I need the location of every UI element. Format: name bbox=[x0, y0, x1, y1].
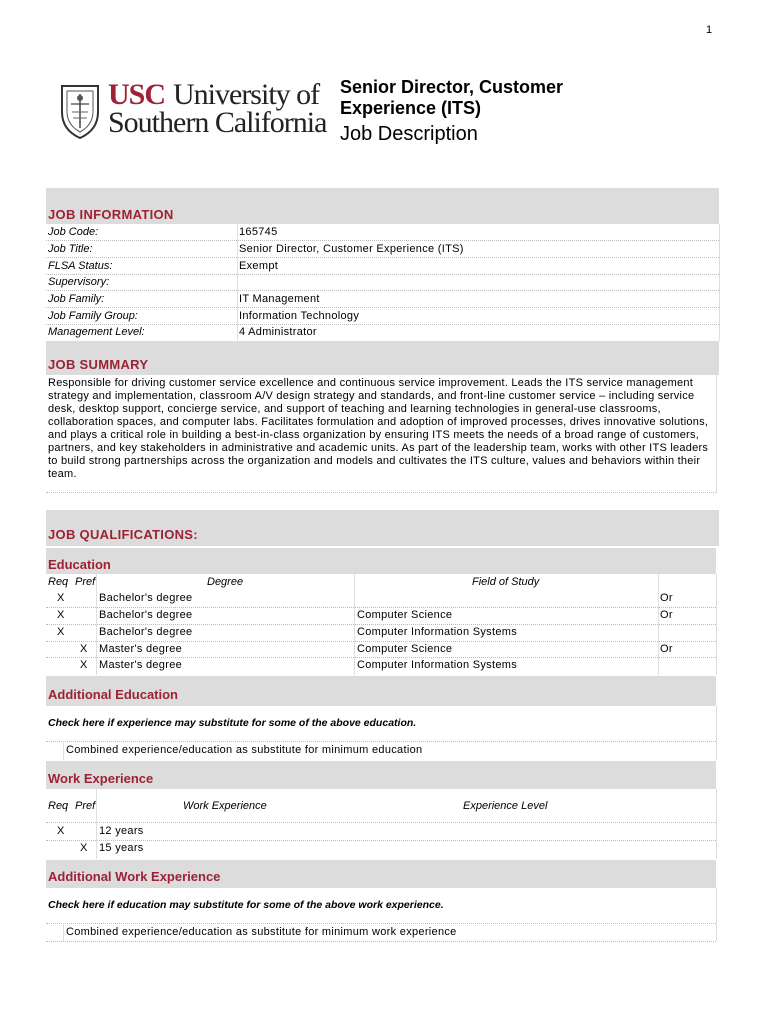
req-mark: X bbox=[57, 609, 65, 621]
field-label: Job Family: bbox=[48, 293, 105, 305]
usc-seal-icon bbox=[58, 82, 102, 140]
experience: 15 years bbox=[99, 842, 144, 854]
qualifications-heading: JOB QUALIFICATIONS: bbox=[48, 527, 198, 542]
logo-line1: University of bbox=[173, 78, 320, 111]
pref-mark: X bbox=[80, 643, 88, 655]
field-of-study: Computer Information Systems bbox=[357, 659, 518, 671]
col-req-header: Req bbox=[48, 576, 69, 588]
or-label: Or bbox=[660, 643, 673, 655]
field-label: Job Code: bbox=[48, 226, 99, 238]
col-pref-header: Pref bbox=[75, 576, 96, 588]
req-mark: X bbox=[57, 592, 65, 604]
field-label: Job Title: bbox=[48, 243, 93, 255]
experience: 12 years bbox=[99, 825, 144, 837]
or-label: Or bbox=[660, 592, 673, 604]
field-of-study: Computer Science bbox=[357, 609, 453, 621]
pref-mark: X bbox=[80, 842, 88, 854]
education-substitute-checkbox-label: Check here if experience may substitute for some of the above education. bbox=[48, 717, 417, 729]
col-degree-header: Degree bbox=[207, 576, 244, 588]
table-row bbox=[46, 258, 719, 275]
education-band bbox=[46, 548, 716, 574]
req-mark: X bbox=[57, 825, 65, 837]
field-of-study: Computer Information Systems bbox=[357, 626, 518, 638]
work-substitute-checkbox-label: Check here if education may substitute for some of the above work experience. bbox=[48, 899, 444, 911]
table-row bbox=[46, 308, 719, 325]
req-mark: X bbox=[57, 626, 65, 638]
table-row bbox=[46, 224, 719, 241]
job-info-heading: JOB INFORMATION bbox=[48, 207, 174, 222]
field-value: 4 Administrator bbox=[239, 326, 317, 338]
table-row bbox=[46, 324, 719, 340]
work-experience-heading: Work Experience bbox=[48, 771, 154, 786]
additional-work-heading: Additional Work Experience bbox=[48, 869, 221, 884]
field-of-study: Computer Science bbox=[357, 643, 453, 655]
job-summary-heading: JOB SUMMARY bbox=[48, 357, 149, 372]
job-summary-text: Responsible for driving customer service excellence and continuous service improvement. Leads the ITS service management strategy and implementation, classroom A/V design strategy and standards, and front-line customer service – including service desk, desktop support, concierge service, and support of teaching and learning technologies in general-use classrooms, collaboration spaces, and computer labs. Facilitates formulation and adoption of improved processes, drives innovative solutions, and plays a critical role in building a best-in-class organization by ensuring ITS meets the needs of a broad range of customers, partners, and key stakeholders in administrative and academic units. As part of the leadership team, works with other ITS leaders to build strong partnerships across the organization and models and cultivates the ITS culture, values and behaviors within their team. bbox=[48, 377, 709, 480]
usc-logo bbox=[58, 80, 328, 140]
degree: Master's degree bbox=[99, 643, 183, 655]
page-title: Senior Director, Customer Experience (ITS) bbox=[340, 77, 564, 118]
work-substitute-item: Combined experience/education as substitute for minimum work experience bbox=[66, 926, 457, 938]
field-label: Management Level: bbox=[48, 326, 145, 338]
logo-line2: Southern California bbox=[108, 106, 327, 139]
col-experience-header: Work Experience bbox=[183, 800, 267, 812]
degree: Master's degree bbox=[99, 659, 183, 671]
col-req-header: Req bbox=[48, 800, 69, 812]
education-substitute-item: Combined experience/education as substitute for minimum education bbox=[66, 744, 423, 756]
field-value: Senior Director, Customer Experience (ITS) bbox=[239, 243, 464, 255]
field-value: 165745 bbox=[239, 226, 278, 238]
table-row bbox=[46, 291, 719, 308]
or-label: Or bbox=[660, 609, 673, 621]
field-value: Exempt bbox=[239, 260, 279, 272]
logo-usc: USC bbox=[108, 78, 166, 111]
col-level-header: Experience Level bbox=[463, 800, 548, 812]
table-row bbox=[46, 241, 719, 258]
degree: Bachelor's degree bbox=[99, 592, 193, 604]
field-value: IT Management bbox=[239, 293, 320, 305]
education-heading: Education bbox=[48, 557, 111, 572]
additional-education-heading: Additional Education bbox=[48, 687, 178, 702]
table-row bbox=[46, 274, 719, 291]
pref-mark: X bbox=[80, 659, 88, 671]
page-number: 1 bbox=[706, 24, 713, 36]
col-field-header: Field of Study bbox=[472, 576, 540, 588]
field-label: Supervisory: bbox=[48, 276, 110, 288]
col-pref-header: Pref bbox=[75, 800, 96, 812]
degree: Bachelor's degree bbox=[99, 609, 193, 621]
field-label: FLSA Status: bbox=[48, 260, 113, 272]
page-subtitle: Job Description bbox=[340, 123, 478, 145]
field-label: Job Family Group: bbox=[48, 310, 138, 322]
degree: Bachelor's degree bbox=[99, 626, 193, 638]
field-value: Information Technology bbox=[239, 310, 360, 322]
